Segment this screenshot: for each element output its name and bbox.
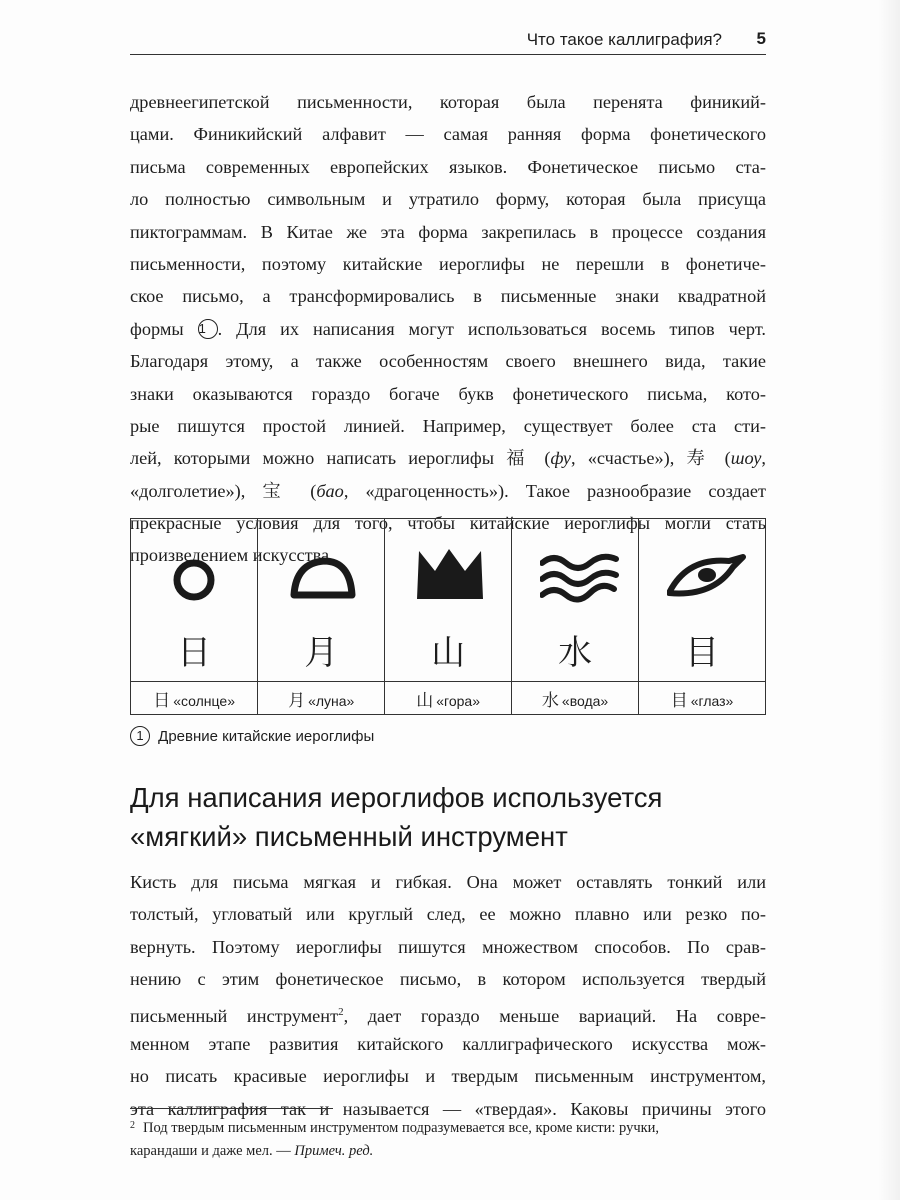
hanzi-fu: 福 [506, 448, 533, 469]
text-line: «долголетие»), 宝 (бао, «драгоценность»). Такое разнообразие создает [130, 480, 766, 501]
figure-caption-cell: 水 «вода» [512, 682, 639, 715]
text-line: Благодаря этому, а также особенностям своего внешнего вида, такие [130, 351, 766, 372]
text-line: пиктограммам. В Китае же эта форма закрепилась в процессе создания [130, 221, 766, 242]
text-line: менном этапе развития китайского каллиграфического искусства мож- [130, 1033, 766, 1054]
scan-shadow [878, 0, 900, 1200]
text-line: эта каллиграфия так и называется — «твердая». Каковы причины этого [130, 1098, 766, 1119]
section-heading: Для написания иероглифов используется «мягкий» письменный инструмент [130, 782, 663, 852]
glyph-char: 水 [558, 633, 593, 673]
figure-caption-cell: 山 «гора» [385, 682, 512, 715]
footnote-divider [130, 1108, 333, 1109]
text-line: цами. Финикийский алфавит — самая ранняя форма фонетического [130, 124, 766, 145]
text-line: прекрасные условия для того, чтобы китайские иероглифы могли стать [130, 513, 766, 534]
footnote-reference[interactable]: 2 [338, 1005, 344, 1018]
text-line: ское письмо, а трансформировались в письменные знаки квадратной [130, 286, 766, 307]
paragraph-1 [130, 86, 766, 572]
paragraph-2 [130, 866, 766, 1125]
text-line: формы 1 . Для их написания могут использоваться восемь типов черт. [130, 318, 766, 339]
eye-pictogram-icon [667, 547, 747, 617]
figure-number: 1 [130, 726, 150, 746]
figure-cell-mountain [385, 519, 512, 682]
running-header [130, 28, 766, 55]
figure-caption-cell: 月 «луна» [258, 682, 385, 715]
glyph-char: 目 [685, 633, 720, 673]
text-line: Кисть для письма мягкая и гибкая. Она может оставлять тонкий или [130, 872, 766, 892]
text-line: толстый, угловатый или круглый след, ее можно плавно или резко по- [130, 904, 766, 925]
text-line: произведением искусства. [130, 545, 334, 566]
text-line: письменный инструмент$^2$, дает гораздо меньше вариаций. На совре- [130, 1005, 766, 1026]
pictogram-figure [130, 518, 766, 715]
text-line: знаки оказываются гораздо богаче букв фонетического письма, кото- [130, 383, 766, 404]
text-line: лей, которыми можно написать иероглифы 福 (фу, «счастье»), 寿 (шоу, [130, 448, 766, 469]
glyph-char: 山 [431, 633, 466, 673]
sun-pictogram-icon [159, 547, 229, 617]
hanzi-bao: 宝 [262, 480, 294, 501]
text-line: но писать красивые иероглифы и твердым письменным инструментом, [130, 1066, 766, 1087]
figure-cell-eye [639, 519, 766, 682]
text-line: письма современных европейских языков. Фонетическое письмо ста- [130, 156, 766, 177]
text-line: нению с этим фонетическое письмо, в котором используется твердый [130, 969, 766, 990]
text-line: ло полностью символьным и утратило форму, которая была присуща [130, 189, 766, 210]
glyph-char: 日 [177, 633, 212, 673]
moon-pictogram-icon [286, 547, 356, 617]
figure-caption [130, 726, 374, 746]
figure-caption-cell: 目 «глаз» [639, 682, 766, 715]
footnote-number: 2 [130, 1120, 135, 1131]
footnote-line: карандаши и даже мел. — Примеч. ред. [130, 1143, 374, 1159]
figure-cell-sun [131, 519, 258, 682]
hanzi-shou: 寿 [686, 448, 713, 469]
text-line: рые пишутся простой линией. Например, существует более ста сти- [130, 415, 766, 436]
footnote-line: $^2$ Под твердым письменным инструментом подразумевается все, кроме кисти: ручки, [130, 1120, 660, 1136]
figure-cell-moon [258, 519, 385, 682]
figure-cell-water [512, 519, 639, 682]
text-line: вернуть. Поэтому иероглифы пишутся множеством способов. По срав- [130, 936, 766, 957]
text-line: письменности, поэтому китайские иероглифы не перешли в фонетиче- [130, 253, 766, 274]
figure-reference[interactable]: 1 [198, 319, 218, 339]
running-header-title: Что такое каллиграфия? [526, 30, 722, 49]
mountain-pictogram-icon [413, 547, 487, 617]
water-pictogram-icon [540, 547, 620, 617]
footnote [130, 1114, 766, 1163]
glyph-char: 月 [304, 633, 339, 673]
text-line: древнеегипетской письменности, которая была перенята финикий- [130, 92, 766, 112]
figure-caption-text: Древние китайские иероглифы [158, 728, 375, 745]
figure-caption-cell: 日 «солнце» [131, 682, 258, 715]
page-number: 5 [756, 29, 766, 48]
